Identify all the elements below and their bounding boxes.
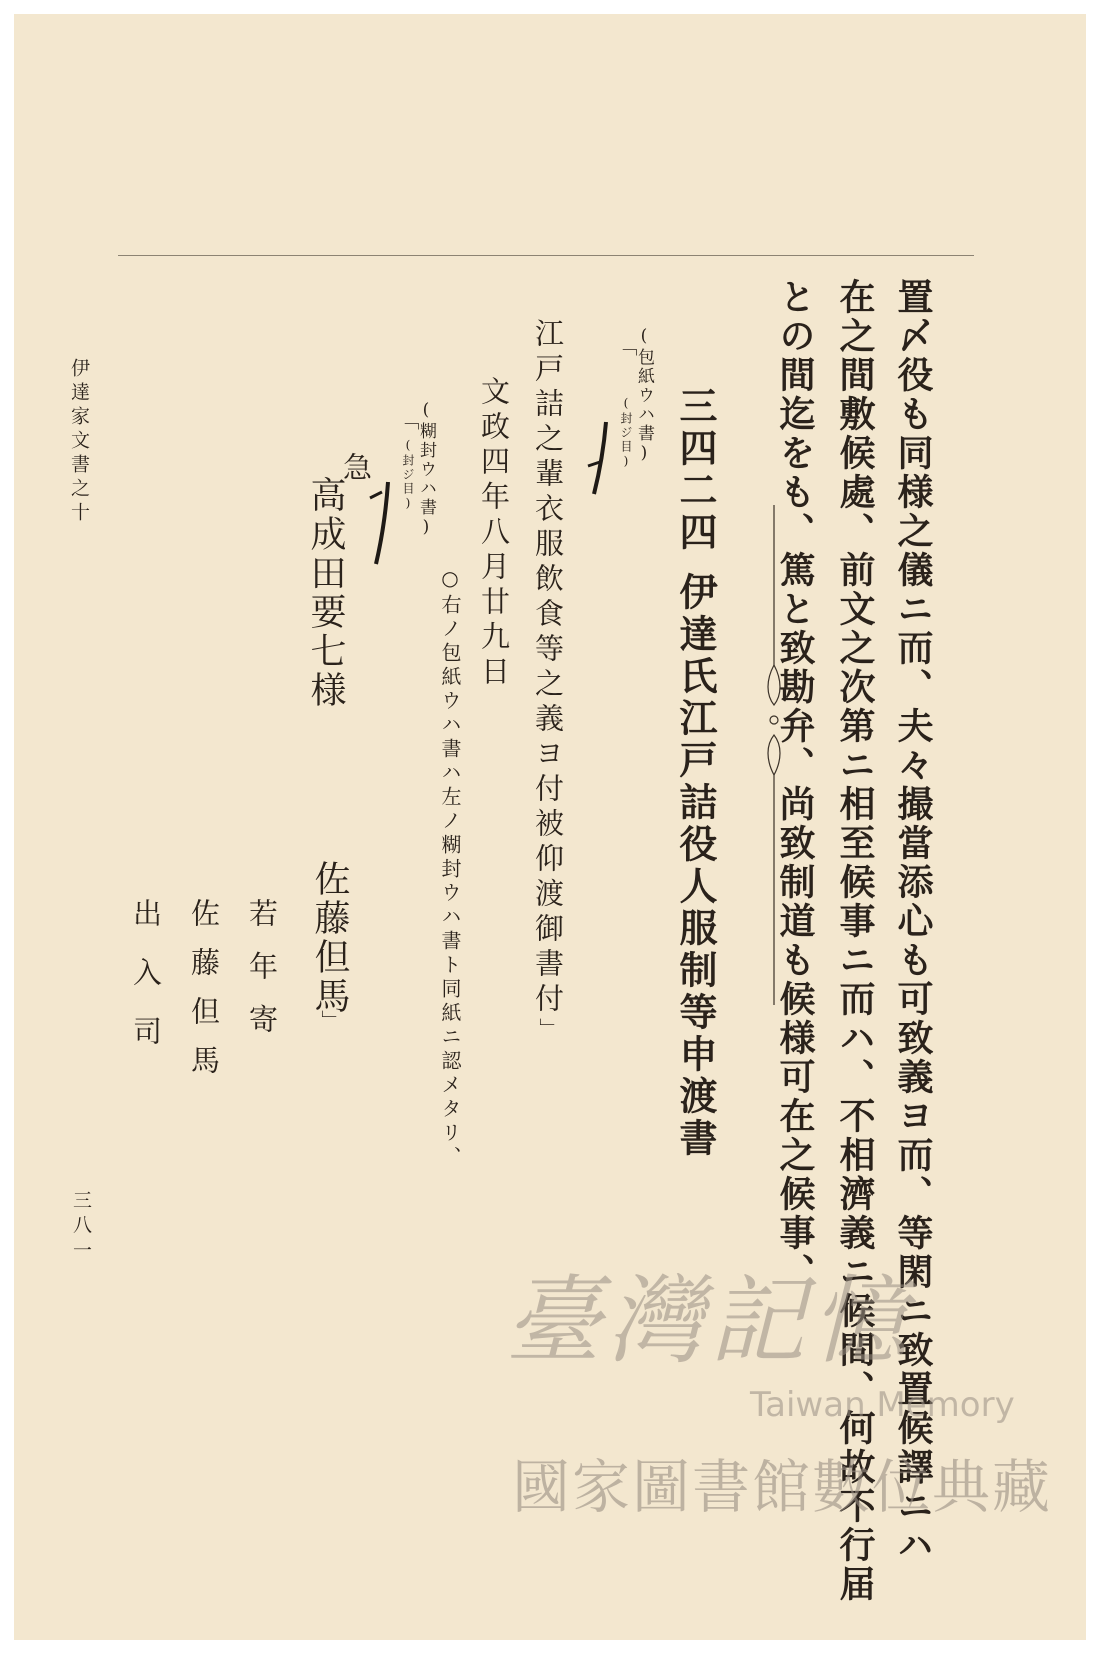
sender-close-quote: 」	[318, 1010, 342, 1034]
running-title: 伊達家文書之十	[68, 358, 90, 526]
subject-close-quote: 」	[536, 1018, 560, 1042]
body-line-3: との間迄をも、篤と致勘弁、尚致制道も候様可在之候事、	[774, 278, 816, 1292]
document-title: 伊達氏江戸詰役人服制等申渡書	[673, 572, 718, 1160]
watermark-logo: 臺灣記憶	[505, 1265, 913, 1377]
paste-seal-note: (糊封ウハ書)	[416, 400, 436, 539]
addressee: 高成田要七様	[305, 476, 346, 710]
signatory-3: 出入司	[129, 898, 163, 1075]
editor-note: ○右ノ包紙ウハ書ハ左ノ糊封ウハ書ト同紙ニ認メタリ、	[438, 566, 462, 1170]
urgent-mark: 急	[339, 452, 373, 487]
document-number: 三四二四	[673, 386, 718, 554]
open-quote-2: 「	[396, 410, 420, 434]
watermark-english: Taiwan Memory	[750, 1385, 1015, 1425]
wrapper-note: (包紙ウハ書)	[634, 326, 654, 465]
seal-mark	[584, 418, 620, 498]
body-line-1: 置〆役も同様之儀ニ而、夫々撮當添心も可致義ヨ而、等閑ニ致置候譯ニハ	[892, 278, 934, 1565]
subject-line: 江戸詰之輩衣服飲食等之義ヨ付被仰渡御書付	[531, 318, 565, 1018]
watermark-subtitle: 國家圖書館數位典藏	[512, 1453, 1053, 1521]
seal-note-2: (封ジ目)	[401, 438, 415, 512]
seal-note: (封ジ目)	[619, 396, 633, 470]
seal-mark-2	[368, 478, 402, 568]
ornament-separator	[764, 505, 784, 1005]
document-date: 文政四年八月廿九日	[477, 376, 511, 691]
top-rule	[118, 255, 974, 256]
page-number: 三八一	[70, 1190, 92, 1265]
open-quote: 「	[614, 336, 638, 360]
signatory-2: 佐藤但馬	[187, 898, 221, 1094]
body-line-2: 在之間敷候處、前文之次第ニ相至候事ニ而ハ、不相濟義ニ候間、何故不行届	[834, 278, 876, 1604]
signatory-1: 若年寄	[245, 898, 279, 1057]
sender: 佐藤但馬	[309, 860, 350, 1016]
